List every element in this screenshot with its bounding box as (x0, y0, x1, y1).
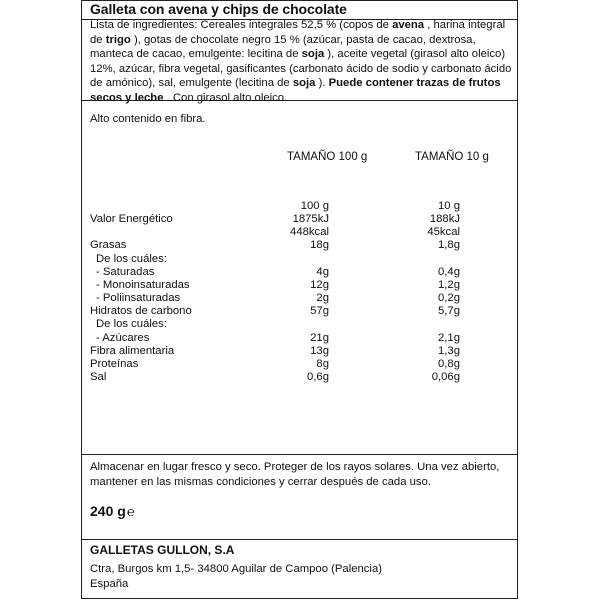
nutrition-row (0, 317, 600, 331)
company-name: GALLETAS GULLON, S.A (90, 543, 235, 557)
value-per-10g: 0,4g (438, 265, 460, 278)
nutrient-label: Proteínas (90, 357, 139, 370)
value-per-10g: 5,7g (438, 305, 460, 318)
nutrition-row (0, 238, 600, 252)
ingredient-allergen: soja (301, 48, 325, 61)
nutrient-label: Grasas (90, 239, 127, 252)
nutrient-label: - Saturadas (96, 265, 155, 278)
nutrient-label: Hidratos de carbono (90, 305, 192, 318)
value-per-100g: 18g (310, 239, 329, 252)
company-address: Ctra, Burgos km 1,5- 34800 Aguilar de Campoo (Palencia) (90, 563, 382, 575)
value-per-10g: 10 g (438, 200, 460, 212)
nutrition-row (0, 370, 600, 384)
nutrition-row (0, 357, 600, 371)
value-per-100g: 12g (310, 278, 329, 291)
ingredient-allergen: avena (392, 19, 425, 31)
value-per-100g: 21g (310, 331, 329, 344)
ingredient-text: ), gotas de chocolate negro 15 % (azúcar, pasta de cacao, dextrosa, manteca de cacao, emulgente: lecitina de (90, 33, 476, 61)
value-per-100g: 4g (316, 265, 329, 278)
value-per-10g: 0,2g (438, 292, 460, 305)
nutrition-row (0, 331, 600, 345)
value-per-10g: 1,8g (438, 239, 460, 252)
value-per-100g: 57g (310, 305, 329, 318)
ingredient-allergen: soja (292, 77, 316, 90)
nutrition-row (0, 252, 600, 266)
ingredient-allergen: trigo (105, 33, 131, 46)
ingredient-text: , harina integral de (90, 19, 506, 46)
net-weight-value: 240 g (90, 503, 126, 519)
nutrient-label: De los cuáles: (96, 318, 167, 331)
value-per-100g: 2g (316, 292, 329, 305)
nutrient-label: Valor Energético (90, 213, 173, 226)
nutrition-row (0, 199, 600, 213)
nutrient-label: - Azúcares (96, 331, 150, 344)
ingredient-text: . Con girasol alto oleico. (163, 91, 288, 104)
column-header-100g: TAMAÑO 100 g (287, 151, 368, 163)
ingredient-text: Lista de ingredientes: Cereales integrales 52,5 % (copos de (90, 19, 393, 31)
nutrient-label: Sal (90, 370, 107, 383)
nutrient-label: Fibra alimentaria (90, 344, 175, 357)
nutrition-row (0, 304, 600, 318)
nutrition-row (0, 344, 600, 358)
nutrient-label: - Poliinsaturadas (96, 292, 181, 305)
value-per-100g: 100 g (300, 200, 329, 212)
value-per-10g: 1,2g (438, 278, 460, 291)
ingredient-text: ), aceite vegetal (girasol alto oleico) 12%, azúcar, fibra vegetal, gasificantes (carbonato ácido de sodio y carbonato ácido de amónico), sal, emulgente (lecitina de (90, 48, 512, 90)
divider-nutrition (81, 454, 518, 455)
divider-weight (81, 539, 518, 540)
value-per-10g: 188kJ (429, 213, 460, 226)
nutrition-row (0, 291, 600, 305)
value-per-100g: 1875kJ (292, 213, 329, 226)
ingredient-text: ). (315, 77, 329, 90)
value-per-10g: 45kcal (427, 226, 460, 239)
value-per-10g: 1,3g (438, 344, 460, 357)
value-per-10g: 2,1g (438, 331, 460, 344)
nutrition-row (0, 265, 600, 279)
value-per-10g: 0,06g (431, 370, 460, 383)
ingredient-allergen: Puede contener trazas de frutos secos y leche (90, 77, 501, 104)
ingredients-list (90, 18, 514, 106)
estimated-sign-icon: ℮ (126, 504, 135, 519)
value-per-100g: 8g (316, 357, 329, 370)
nutrition-row (0, 278, 600, 292)
product-title: Galleta con avena y chips de chocolate (90, 1, 347, 17)
value-per-100g: 448kcal (290, 226, 329, 239)
nutrient-label: De los cuáles: (96, 252, 167, 265)
value-per-100g: 13g (310, 344, 329, 357)
nutrient-label: - Monoinsaturadas (96, 278, 190, 291)
company-country: España (90, 578, 129, 590)
net-weight (90, 503, 135, 519)
column-header-10g: TAMAÑO 10 g (415, 151, 489, 163)
storage-instructions: Almacenar en lugar fresco y seco. Proteger de los rayos solares. Una vez abierto, mantener en las mismas condiciones y cerrar después de cada uso. (90, 461, 500, 488)
fiber-claim: Alto contenido en fibra. (90, 113, 206, 125)
nutrition-row (0, 225, 600, 239)
nutrition-row (0, 212, 600, 226)
value-per-100g: 0,6g (307, 370, 329, 383)
value-per-10g: 0,8g (438, 357, 460, 370)
